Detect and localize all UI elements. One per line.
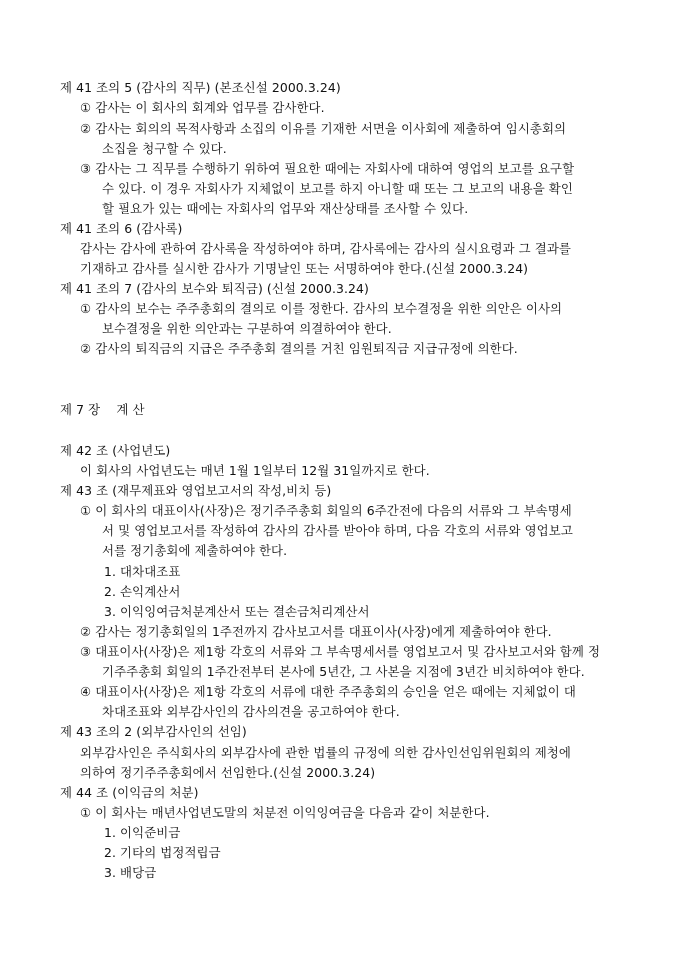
clause-continuation: 수 있다. 이 경우 자회사가 지체없이 보고를 하지 아니할 때 또는 그 보고의 내용을 확인 — [102, 181, 573, 196]
article-heading: 제 41 조의 5 (감사의 직무) (본조신설 2000.3.24) — [60, 80, 341, 95]
clause-continuation: 보수결정을 위한 의안과는 구분하여 의결하여야 한다. — [102, 321, 392, 336]
list-item: 2. 기타의 법정적립금 — [104, 845, 221, 860]
article-heading: 제 41 조의 7 (감사의 보수와 퇴직금) (신설 2000.3.24) — [60, 281, 369, 296]
article-heading: 제 44 조 (이익금의 처분) — [60, 785, 199, 800]
article-body: 의하여 정기주주총회에서 선임한다.(신설 2000.3.24) — [80, 765, 376, 780]
clause-item: ① 감사는 이 회사의 회계와 업무를 감사한다. — [80, 100, 325, 115]
clause-item: ② 감사는 정기총회일의 1주전까지 감사보고서를 대표이사(사장)에게 제출하여야 한다. — [80, 624, 552, 639]
clause-item: ① 이 회사의 대표이사(사장)은 정기주주총회 회일의 6주간전에 다음의 서류와 그 부속명세 — [80, 503, 572, 518]
clause-continuation: 서를 정기총회에 제출하여야 한다. — [102, 543, 288, 558]
article-heading: 제 42 조 (사업년도) — [60, 443, 171, 458]
article-body: 기재하고 감사를 실시한 감사가 기명날인 또는 서명하여야 한다.(신설 2000.3.24) — [80, 261, 529, 276]
article-heading: 제 43 조 (재무제표와 영업보고서의 작성,비치 등) — [60, 483, 332, 498]
clause-item: ③ 대표이사(사장)은 제1항 각호의 서류와 그 부속명세서를 영업보고서 및 감사보고서와 함께 정 — [80, 644, 601, 659]
clause-item: ② 감사는 회의의 목적사항과 소집의 이유를 기재한 서면을 이사회에 제출하여 임시총회의 — [80, 121, 567, 136]
chapter-heading: 제 7 장 계 산 — [60, 402, 145, 417]
article-body: 감사는 감사에 관하여 감사록을 작성하여야 하며, 감사록에는 감사의 실시요령과 그 결과를 — [80, 241, 571, 256]
clause-continuation: 소집을 청구할 수 있다. — [102, 141, 227, 156]
clause-item: ① 감사의 보수는 주주총회의 결의로 이를 정한다. 감사의 보수결정을 위한 의안은 이사의 — [80, 301, 563, 316]
clause-item: ③ 감사는 그 직무를 수행하기 위하여 필요한 때에는 자회사에 대하여 영업의 보고를 요구할 — [80, 161, 575, 176]
article-heading: 제 41 조의 6 (감사록) — [60, 221, 183, 236]
list-item: 1. 대차대조표 — [104, 564, 181, 579]
clause-continuation: 기주주총회 회일의 1주간전부터 본사에 5년간, 그 사본을 지점에 3년간 비치하여야 한다. — [102, 664, 585, 679]
clause-continuation: 서 및 영업보고서를 작성하여 감사의 감사를 받아야 하며, 다음 각호의 서류와 영업보고 — [102, 523, 573, 538]
list-item: 2. 손익계산서 — [104, 584, 181, 599]
clause-continuation: 차대조표와 외부감사인의 감사의견을 공고하여야 한다. — [102, 704, 400, 719]
clause-item: ④ 대표이사(사장)은 제1항 각호의 서류에 대한 주주총회의 승인을 얻은 때에는 지체없이 대 — [80, 684, 576, 699]
clause-item: ② 감사의 퇴직금의 지급은 주주총회 결의를 거친 임원퇴직금 지급규정에 의한다. — [80, 341, 518, 356]
list-item: 1. 이익준비금 — [104, 825, 181, 840]
list-item: 3. 이익잉여금처분계산서 또는 결손금처리계산서 — [104, 604, 370, 619]
list-item: 3. 배당금 — [104, 865, 157, 880]
article-body: 이 회사의 사업년도는 매년 1월 1일부터 12월 31일까지로 한다. — [80, 463, 430, 478]
clause-continuation: 할 필요가 있는 때에는 자회사의 업무와 재산상태를 조사할 수 있다. — [102, 201, 469, 216]
article-body: 외부감사인은 주식회사의 외부감사에 관한 법률의 규정에 의한 감사인선임위원회의 제청에 — [80, 745, 571, 760]
article-heading: 제 43 조의 2 (외부감사인의 선임) — [60, 724, 247, 739]
clause-item: ① 이 회사는 매년사업년도말의 처분전 이익잉여금을 다음과 같이 처분한다. — [80, 805, 490, 820]
